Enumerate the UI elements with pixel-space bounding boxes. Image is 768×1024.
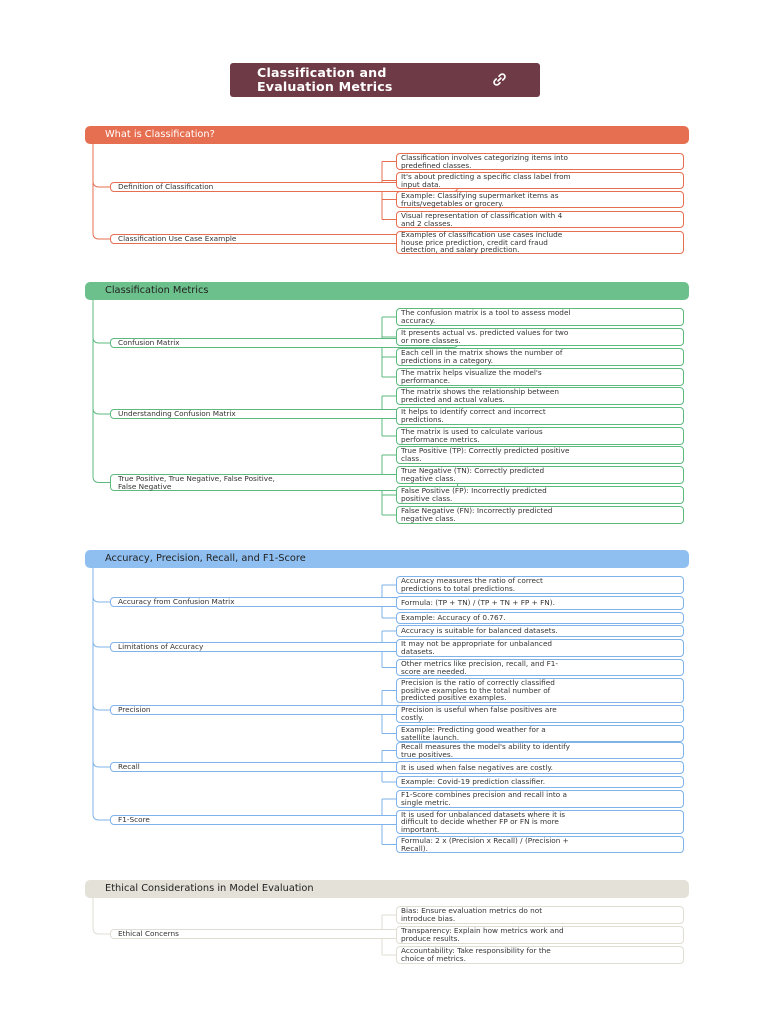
topic-node[interactable]: Confusion Matrix bbox=[110, 338, 458, 348]
branch-line bbox=[93, 596, 110, 602]
topic-node[interactable]: Ethical Concerns bbox=[110, 929, 458, 939]
detail-node[interactable]: Each cell in the matrix shows the number of predictions in a category. bbox=[396, 348, 684, 366]
mindmap-title bbox=[230, 63, 540, 97]
link-icon bbox=[492, 72, 507, 87]
branch-line bbox=[93, 337, 110, 343]
section-green bbox=[85, 282, 689, 522]
trunk-line bbox=[93, 568, 110, 820]
topic-node[interactable]: Precision bbox=[110, 705, 458, 715]
detail-node[interactable]: False Negative (FN): Incorrectly predicted negative class. bbox=[396, 506, 684, 524]
detail-node[interactable]: False Positive (FP): Incorrectly predicted positive class. bbox=[396, 486, 684, 504]
detail-node[interactable]: Example: Accuracy of 0.767. bbox=[396, 612, 684, 624]
detail-node[interactable]: Visual representation of classification with 4 and 2 classes. bbox=[396, 211, 684, 228]
topic-node[interactable]: Accuracy from Confusion Matrix bbox=[110, 597, 458, 607]
section-heading[interactable]: What is Classification? bbox=[85, 126, 689, 144]
topic-node[interactable]: Definition of Classification bbox=[110, 182, 458, 192]
detail-node[interactable]: It is used for unbalanced datasets where it is difficult to decide whether FP or FN is more important. bbox=[396, 810, 684, 834]
branch-line bbox=[93, 704, 110, 710]
detail-node[interactable]: Transparency: Explain how metrics work and produce results. bbox=[396, 926, 684, 944]
topic-node[interactable]: Limitations of Accuracy bbox=[110, 642, 458, 652]
branch-line bbox=[93, 408, 110, 414]
topic-node[interactable]: Understanding Confusion Matrix bbox=[110, 409, 458, 419]
topic-node[interactable]: Classification Use Case Example bbox=[110, 234, 458, 244]
detail-node[interactable]: Recall measures the model's ability to identify true positives. bbox=[396, 742, 684, 759]
topic-node[interactable]: F1-Score bbox=[110, 815, 458, 825]
detail-node[interactable]: Accountability: Take responsibility for the choice of metrics. bbox=[396, 946, 684, 964]
detail-node[interactable]: Example: Predicting good weather for a satellite launch. bbox=[396, 725, 684, 742]
section-heading[interactable]: Accuracy, Precision, Recall, and F1-Score bbox=[85, 550, 689, 568]
title-text: Classification and Evaluation Metrics bbox=[257, 65, 393, 94]
branch-line bbox=[93, 181, 110, 187]
trunk-line bbox=[93, 300, 110, 483]
branch-line bbox=[93, 641, 110, 647]
section-heading[interactable]: Ethical Considerations in Model Evaluation bbox=[85, 880, 689, 898]
detail-node[interactable]: Bias: Ensure evaluation metrics do not introduce bias. bbox=[396, 906, 684, 924]
detail-node[interactable]: It is used when false negatives are costly. bbox=[396, 761, 684, 774]
detail-node[interactable]: It's about predicting a specific class label from input data. bbox=[396, 172, 684, 189]
detail-node[interactable]: Example: Classifying supermarket items as fruits/vegetables or grocery. bbox=[396, 191, 684, 208]
detail-node[interactable]: Accuracy measures the ratio of correct predictions to total predictions. bbox=[396, 576, 684, 594]
detail-node[interactable]: It may not be appropriate for unbalanced datasets. bbox=[396, 639, 684, 657]
detail-node[interactable]: The matrix helps visualize the model's performance. bbox=[396, 368, 684, 386]
detail-node[interactable]: Other metrics like precision, recall, and F1- score are needed. bbox=[396, 659, 684, 676]
detail-node[interactable]: F1-Score combines precision and recall into a single metric. bbox=[396, 790, 684, 808]
detail-node[interactable]: Formula: (TP + TN) / (TP + TN + FP + FN). bbox=[396, 596, 684, 610]
section-beige bbox=[85, 880, 689, 963]
detail-node[interactable]: True Negative (TN): Correctly predicted negative class. bbox=[396, 466, 684, 484]
detail-node[interactable]: Precision is useful when false positives are costly. bbox=[396, 705, 684, 723]
detail-node[interactable]: Formula: 2 x (Precision x Recall) / (Precision + Recall). bbox=[396, 836, 684, 853]
detail-node[interactable]: The confusion matrix is a tool to assess model accuracy. bbox=[396, 308, 684, 326]
detail-node[interactable]: True Positive (TP): Correctly predicted positive class. bbox=[396, 446, 684, 464]
branch-line bbox=[93, 761, 110, 767]
detail-node[interactable]: The matrix is used to calculate various performance metrics. bbox=[396, 427, 684, 445]
detail-node[interactable]: It presents actual vs. predicted values for two or more classes. bbox=[396, 328, 684, 346]
detail-node[interactable]: Accuracy is suitable for balanced datasets. bbox=[396, 625, 684, 637]
section-orange bbox=[85, 126, 689, 258]
section-blue bbox=[85, 550, 689, 855]
detail-node[interactable]: Classification involves categorizing items into predefined classes. bbox=[396, 153, 684, 170]
trunk-line bbox=[93, 144, 110, 239]
detail-node[interactable]: Example: Covid-19 prediction classifier. bbox=[396, 776, 684, 788]
topic-node[interactable]: True Positive, True Negative, False Positive, False Negative bbox=[110, 474, 458, 491]
section-heading[interactable]: Classification Metrics bbox=[85, 282, 689, 300]
detail-node[interactable]: It helps to identify correct and incorrect predictions. bbox=[396, 407, 684, 425]
detail-node[interactable]: Examples of classification use cases include house price prediction, credit card fraud detection, and salary prediction. bbox=[396, 231, 684, 254]
trunk-line bbox=[93, 898, 110, 934]
detail-node[interactable]: Precision is the ratio of correctly classified positive examples to the total number of predicted positive examples. bbox=[396, 678, 684, 703]
topic-node[interactable]: Recall bbox=[110, 762, 458, 772]
detail-node[interactable]: The matrix shows the relationship between predicted and actual values. bbox=[396, 387, 684, 405]
